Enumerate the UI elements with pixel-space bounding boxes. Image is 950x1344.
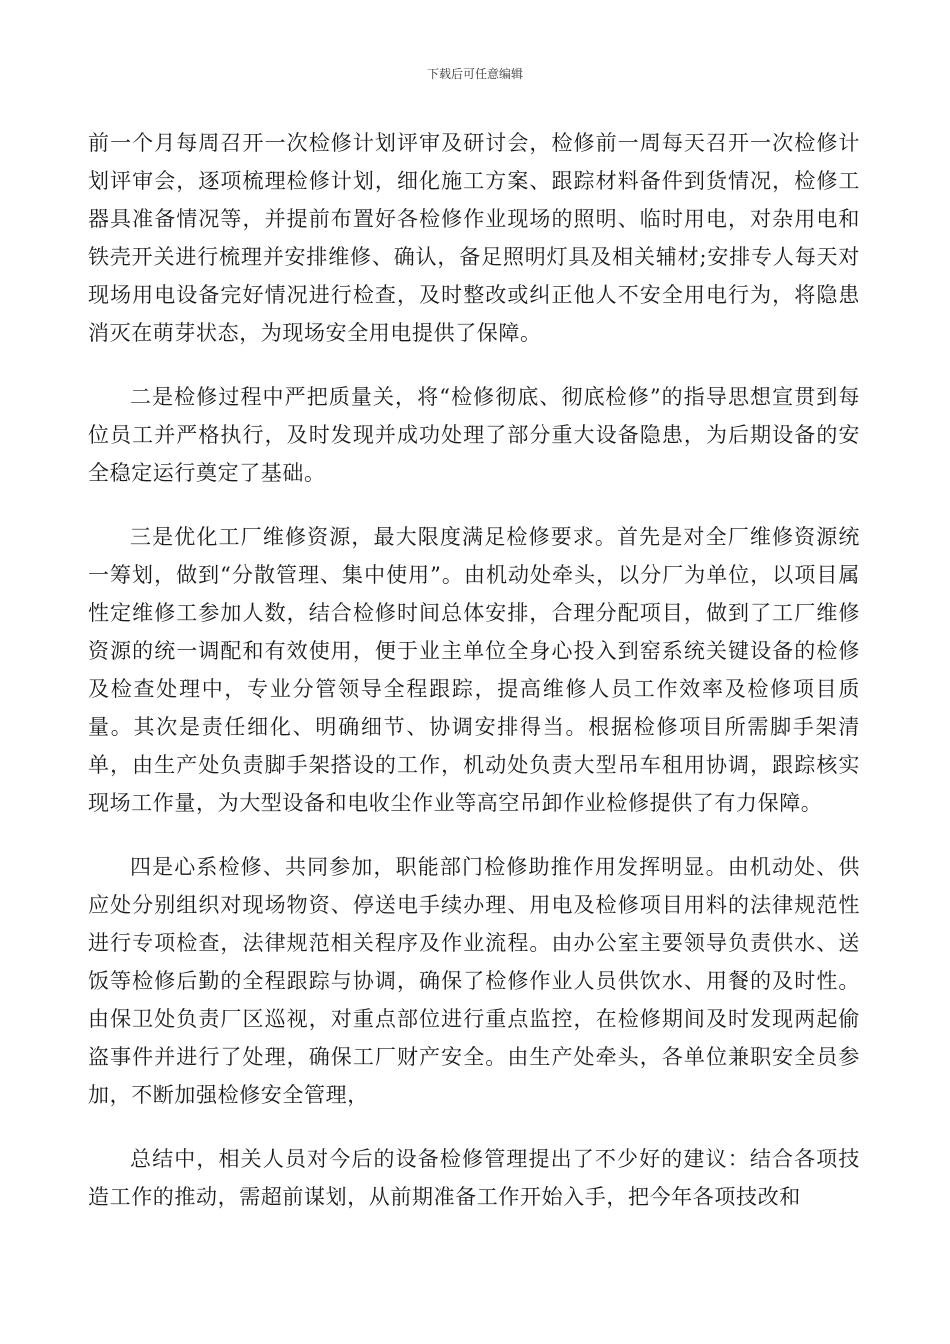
paragraph-3: 三是优化工厂维修资源，最大限度满足检修要求。首先是对全厂维修资源统一筹划，做到“分散管理、集中使用”。由机动处牵头，以分厂为单位，以项目属性定维修工参加人数，结合检修时间总体安排，合理分配项目，做到了工厂维修资源的统一调配和有效使用，便于业主单位全身心投入到窑系统关键设备的检修及检查处理中，专业分管领导全程跟踪，提高维修人员工作效率及检修项目质量。其次是责任细化、明确细节、协调安排得当。根据检修项目所需脚手架清单，由生产处负责脚手架搭设的工作，机动处负责大型吊车租用协调，跟踪核实现场工作量，为大型设备和电收尘作业等高空吊卸作业检修提供了有力保障。 [88, 525, 860, 815]
paragraph-4: 四是心系检修、共同参加，职能部门检修助推作用发挥明显。由机动处、供应处分别组织对现场物资、停送电手续办理、用电及检修项目用料的法律规范性进行专项检查，法律规范相关程序及作业流程。由办公室主要领导负责供水、送饭等检修后勤的全程跟踪与协调，确保了检修作业人员供饮水、用餐的及时性。由保卫处负责厂区巡视，对重点部位进行重点监控，在检修期间及时发现两起偷盗事件并进行了处理，确保工厂财产安全。由生产处牵头，各单位兼职安全员参加，不断加强检修安全管理， [88, 855, 860, 1107]
paragraph-2: 二是检修过程中严把质量关，将“检修彻底、彻底检修”的指导思想宣贯到每位员工并严格执行，及时发现并成功处理了部分重大设备隐患，为后期设备的安全稳定运行奠定了基础。 [88, 385, 860, 485]
paragraph-5: 总结中，相关人员对今后的设备检修管理提出了不少好的建议：结合各项技造工作的推动，需超前谋划，从前期准备工作开始入手，把今年各项技改和 [88, 1147, 860, 1209]
page-header: 下载后可任意编辑 [426, 67, 523, 81]
document-body [88, 124, 860, 1242]
paragraph-1: 前一个月每周召开一次检修计划评审及研讨会，检修前一周每天召开一次检修计划评审会，逐项梳理检修计划，细化施工方案、跟踪材料备件到货情况，检修工器具准备情况等，并提前布置好各检修作业现场的照明、临时用电，对杂用电和铁壳开关进行梳理并安排维修、确认，备足照明灯具及相关辅材;安排专人每天对现场用电设备完好情况进行检查，及时整改或纠正他人不安全用电行为，将隐患消灭在萌芽状态，为现场安全用电提供了保障。 [88, 131, 860, 345]
